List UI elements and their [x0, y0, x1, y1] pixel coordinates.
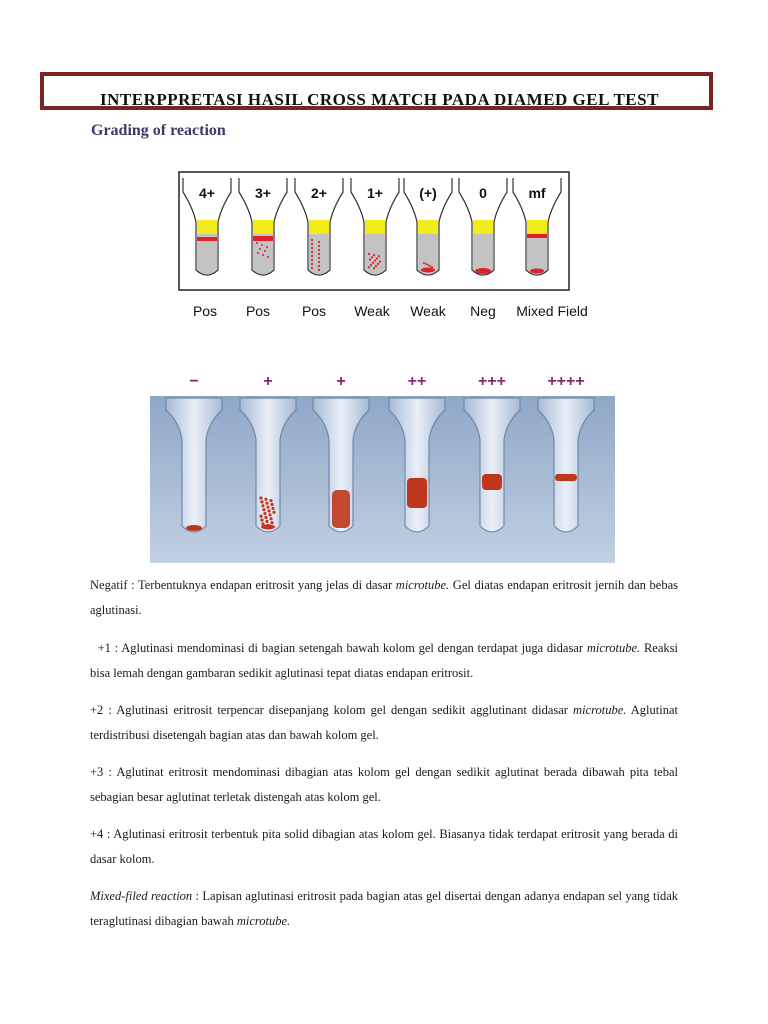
gel-card-photo	[150, 368, 620, 563]
grade-label: 2+	[311, 185, 327, 201]
paragraph-mixed-field: Mixed-filed reaction : Lapisan aglutinasi eritrosit pada bagian atas gel disertai dengan adanya endapan sel yang tidak teraglutinasi dibagian bawah microtube.	[90, 889, 679, 928]
grade-label: 0	[479, 185, 487, 201]
photo-grade-label: ++	[407, 373, 427, 390]
photo-grade-label: ++++	[547, 373, 585, 390]
result-label: Pos	[245, 303, 271, 319]
title-box	[40, 72, 713, 110]
result-label: Neg	[470, 303, 496, 319]
page-title: INTERPPRETASI HASIL CROSS MATCH PADA DIAMED GEL TEST	[100, 90, 659, 109]
grade-label: 3+	[255, 185, 271, 201]
paragraph-plus2: +2 : Aglutinasi eritrosit terpencar disepanjang kolom gel dengan sedikit agglutinant didasar microtube. Aglutinat terdistribusi disetengah bagian atas dan bawah kolom gel.	[90, 703, 679, 742]
photo-grade-label: +++	[477, 373, 507, 390]
grade-label: 1+	[367, 185, 383, 201]
result-label: Pos	[301, 303, 327, 319]
result-label: Mixed Field	[516, 303, 588, 319]
result-label: Weak	[354, 303, 390, 319]
section-subtitle: Grading of reaction	[91, 122, 226, 139]
photo-grade-label: −	[189, 373, 199, 390]
photo-grade-label: +	[336, 373, 346, 390]
result-label: Pos	[192, 303, 218, 319]
paragraph-plus1: +1 : Aglutinasi mendominasi di bagian setengah bawah kolom gel dengan terdapat juga didasar microtube. Reaksi bisa lemah dengan gambaran sedikit aglutinasi tepat diatas endapan eritrosit.	[90, 641, 678, 680]
photo-grade-label: +	[263, 373, 273, 390]
paragraph-plus3: +3 : Aglutinat eritrosit mendominasi dibagian atas kolom gel dengan sedikit aglutinat berada dibawah pita tebal sebagian besar aglutinat terletak distengah atas kolom gel.	[90, 765, 678, 804]
photo-background	[150, 396, 615, 563]
grade-label: (+)	[419, 185, 437, 201]
grading-diagram	[170, 170, 610, 330]
grade-label: 4+	[199, 185, 215, 201]
paragraph-plus4: +4 : Aglutinasi eritrosit terbentuk pita solid dibagian atas kolom gel. Biasanya tidak terdapat eritrosit yang berada di dasar kolom.	[90, 827, 678, 866]
result-label: Weak	[410, 303, 446, 319]
grade-label: mf	[528, 185, 546, 201]
paragraph-negatif: Negatif : Terbentuknya endapan eritrosit yang jelas di dasar microtube. Gel diatas endapan eritrosit jernih dan bebas aglutinasi.	[90, 578, 678, 617]
